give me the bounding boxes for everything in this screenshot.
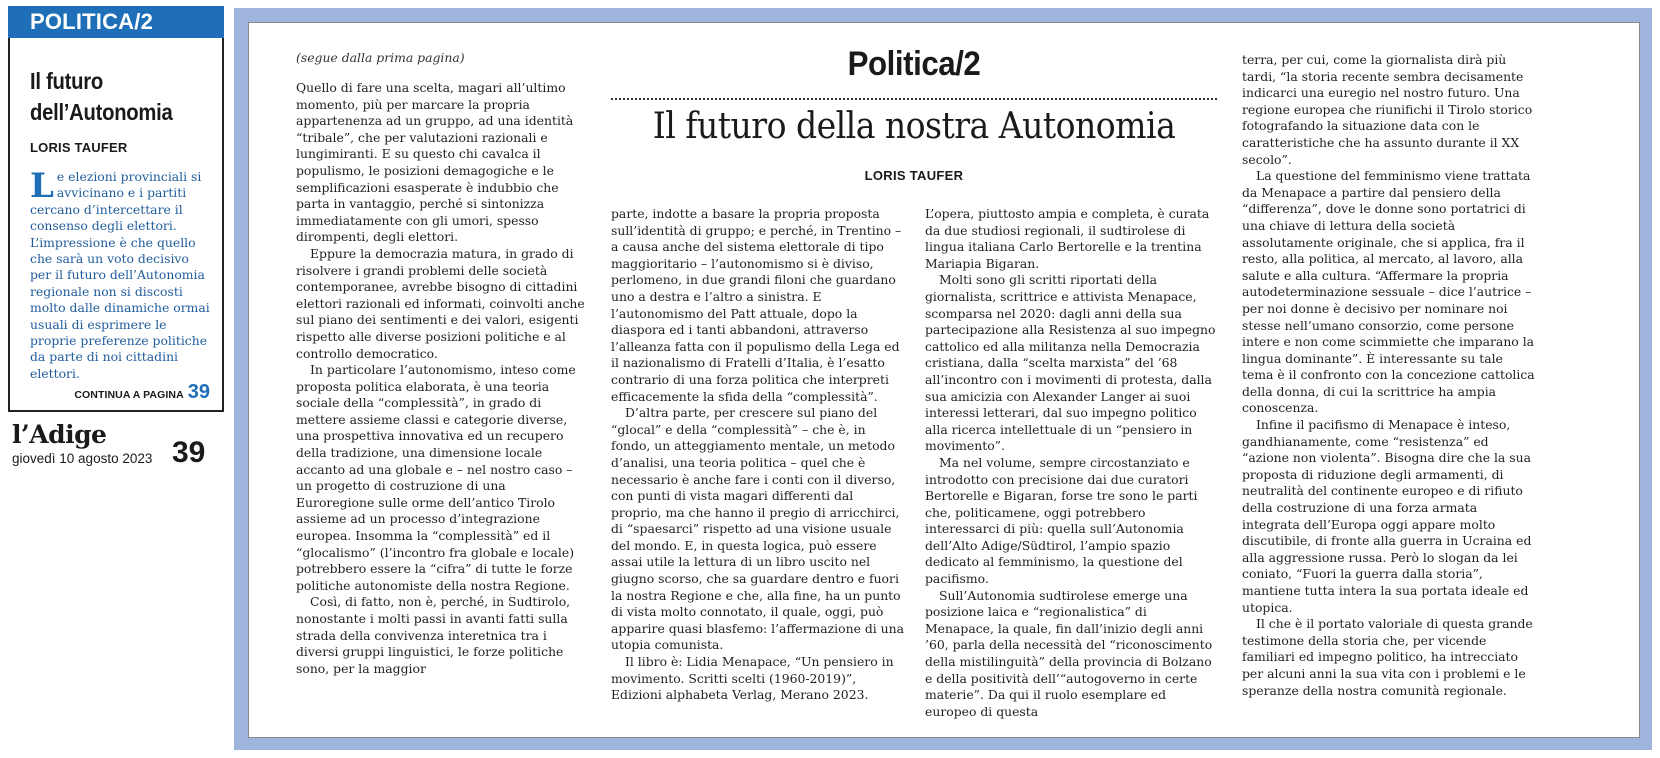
segue-note: (segue dalla prima pagina): [296, 50, 465, 65]
paragraph: In particolare l’autonomismo, inteso come proposta politica elaborata, è una teoria sociale della “complessità”, in grado di mettere assieme classi e categorie diverse, una prospettiva innovativa ed un recupero della tradizione, una dimensione locale accanto ad una globale e – nel nostro caso – un progetto di costruzione di una Euroregione sulle orme dell’antico Tirolo assieme ad un processo d’integrazione europea. Insomma la “complessità” ed il “glocalismo” (l’incontro fra globale e locale) potrebbero essere la “cifra” di tutte le forze politiche autonomiste della nostra Regione.: [296, 362, 576, 593]
teaser-body: e elezioni provinciali si avvicinano e i partiti cercano d’intercettare il consenso degli elettori. L’impressione è che quello che sarà un voto decisivo per il futuro dell’Autonomia regionale non si discosti molto dalle dinamiche ormai usuali di esprimere le proprie preferenze politiche da parte di noi cittadini elettori.: [30, 169, 210, 381]
issue-date: giovedì 10 agosto 2023: [12, 451, 153, 466]
article-column-3: [925, 206, 1217, 720]
paragraph: terra, per cui, come la giornalista dirà più tardi, “la storia recente sembra decisamente indicarci una euregio nel nostro futuro. Una regione europea che riunifichi il Tirolo storico fotografando la situazione data con le caratteristiche che ha assunto durante il XX secolo”.: [1242, 52, 1533, 167]
paragraph: Quello di fare una scelta, magari all’ultimo momento, più per marcare la propria appartenenza ad un gruppo, ad una identità “tribale”, che per valutazioni razionali e lungimiranti. E su questo chi cavalca il populismo, le posizioni demagogiche e le semplificazioni esasperate è indubbio che parta in vantaggio, perché si sintonizza immediatamente con gli umori, spesso dirompenti, degli elettori.: [296, 80, 574, 245]
teaser-title-line1: Il futuro: [30, 68, 103, 94]
dotted-divider: [611, 98, 1217, 100]
paragraph: Molti sono gli scritti riportati della giornalista, scrittrice e attivista Menapace, scomparsa nel 2020: dagli anni della sua partecipazione alla Resistenza al suo impegno cattolico ed alla militanza nella Democrazia cristiana, dalla “scelta marxista” del ’68 all’incontro con i movimenti di protesta, dalla sua amicizia con Alexander Langer ai suoi interessi letterari, dal suo impegno politico alla ricerca intellettuale di un “pensiero in movimento”.: [925, 272, 1216, 454]
teaser-author: LORIS TAUFER: [30, 140, 128, 155]
paragraph: Il libro è: Lidia Menapace, “Un pensiero in movimento. Scritti scelti (1960-2019)”, Edizioni alphabeta Verlag, Merano 2023.: [611, 654, 894, 703]
front-page-teaser: [8, 6, 224, 412]
paragraph: Eppure la democrazia matura, in grado di risolvere i grandi problemi delle società contemporanee, avrebbe bisogno di cittadini elettori razionali ed informati, coinvolti anche sul piano dei sentimenti e dei valori, esigenti rispetto alle diverse posizioni politiche e al controllo democratico.: [296, 245, 585, 361]
paragraph: parte, indotte a basare la propria proposta sull’identità di gruppo; e perché, in Trentino – a causa anche del sistema elettorale di tipo maggioritario – l’autonomismo si è diviso, perlomeno, in due grandi filoni che guardano uno a destra e l’altro a sinistra. E l’autonomismo del Patt attuale, dopo la diaspora ed i tanti abbandoni, attraverso l’alleanza fatta con il populismo della Lega ed il nazionalismo di Fratelli d’Italia, è l’esatto contrario di una forza politica che interpreti efficacemente la sfida della “complessità”.: [611, 206, 902, 404]
paragraph: Infine il pacifismo di Menapace è inteso, gandhianamente, come “resistenza” ed “azione non violenta”. Bisogna dire che la sua proposta di riduzione degli armamenti, di neutralità del continente europeo e di rifiuto della costruzione di una forza armata integrata dell’Europa oggi appare molto discutibile, di fronte alla guerra in Ucraina ed alla aggressione russa. Però lo slogan da lei coniato, “Fuori la guerra dalla storia”, mantiene tutta intera la sua portata ideale ed utopica.: [1242, 417, 1532, 615]
paragraph: Così, di fatto, non è, perché, in Sudtirolo, nonostante i molti passi in avanti fatti sulla strada della convivenza interetnica tra i diversi gruppi linguistici, le forze politiche sono, per la maggior: [296, 594, 571, 676]
article-headline: Il futuro della nostra Autonomia: [652, 106, 1176, 147]
continue-link[interactable]: [74, 381, 210, 404]
paragraph: Sull’Autonomia sudtirolese emerge una posizione laica e “regionalistica” di Menapace, la quale, fin dall’inizio degli anni ’60, parla della necessità del “riconoscimento della mistilinguità” della provincia di Bolzano e della positività dell’“autogoverno in certe materie”. Da qui il ruolo esemplare ed europeo di questa: [925, 587, 1213, 719]
paragraph: Il che è il portato valoriale di questa grande testimone della storia che, per vicende familiari ed impegno politico, ha intrecciato per alcuni anni la sua vita con i problemi e le speranze della nostra comunità regionale.: [1242, 616, 1533, 698]
continue-page-number: 39: [187, 381, 210, 403]
teaser-title-line2: dell’Autonomia: [30, 99, 173, 125]
dropcap: L: [30, 166, 54, 206]
teaser-title: [30, 66, 190, 128]
section-label: POLITICA/2: [8, 6, 224, 38]
article-kicker: Politica/2: [847, 45, 981, 83]
article-byline: LORIS TAUFER: [864, 168, 964, 183]
paragraph: Ma nel volume, sempre circostanziato e introdotto con precisione dai due curatori Bertorelle e Bigaran, forse tre sono le parti che, politicamene, oggi potrebbero interessarci di più: quella sull’Autonomia dell’Alto Adige/Südtirol, l’ampio spazio dedicato al femminismo, la questione del pacifismo.: [925, 454, 1198, 587]
paragraph: D’altra parte, per crescere sul piano del “glocal” e della “complessità” – che è, in fondo, un atteggiamento mentale, un metodo d’analisi, una teoria politica – quel che è necessario è anche fare i conti con il diverso, con punti di vista magari differenti dal proprio, ma che hanno il pregio di arricchirci, di “spaesarci” rispetto ad una visione usuale del mondo. E, in questa logica, può essere assai utile la lettura di un libro uscito nel giugno scorso, che sa guardare dentro e fuori la nostra Regione e che, alla fine, ha un punto di vista molto connotato, il quale, oggi, può apparire quasi blasfemo: l’affermazione di una utopia comunista.: [611, 405, 905, 653]
continue-label: CONTINUA A PAGINA: [74, 389, 184, 401]
teaser-box[interactable]: [8, 38, 224, 412]
paragraph: La questione del femminismo viene trattata da Menapace a partire dal pensiero della “differenza”, dove le donne sono portatrici di una chiave di lettura della società assolutamente originale, che si applica, fra il resto, alla politica, al mercato, al lavoro, alla salute e alla cultura. “Affermare la propria autodeterminazione sessuale – dice l’autrice – per noi donne è decisivo per nominare noi stesse nell’umano consorzio, come persone intere e non come scimmiette che imparano la lingua dominante”. È interessante su tale tema è il confronto con la concezione cattolica della donna, di cui la scrittrice ha ampia conoscenza.: [1242, 168, 1535, 416]
newspaper-logo: l’Adige: [12, 420, 107, 449]
article-column-4: [1242, 52, 1538, 699]
teaser-text: [30, 166, 212, 382]
article-column-1: [296, 80, 586, 677]
article-column-2: [611, 206, 907, 704]
page-number: 39: [172, 436, 206, 469]
paragraph: L’opera, piuttosto ampia e completa, è curata da due studiosi regionali, il sudtirolese di lingua italiana Carlo Bertorelle e la trentina Mariapia Bigaran.: [925, 206, 1210, 271]
